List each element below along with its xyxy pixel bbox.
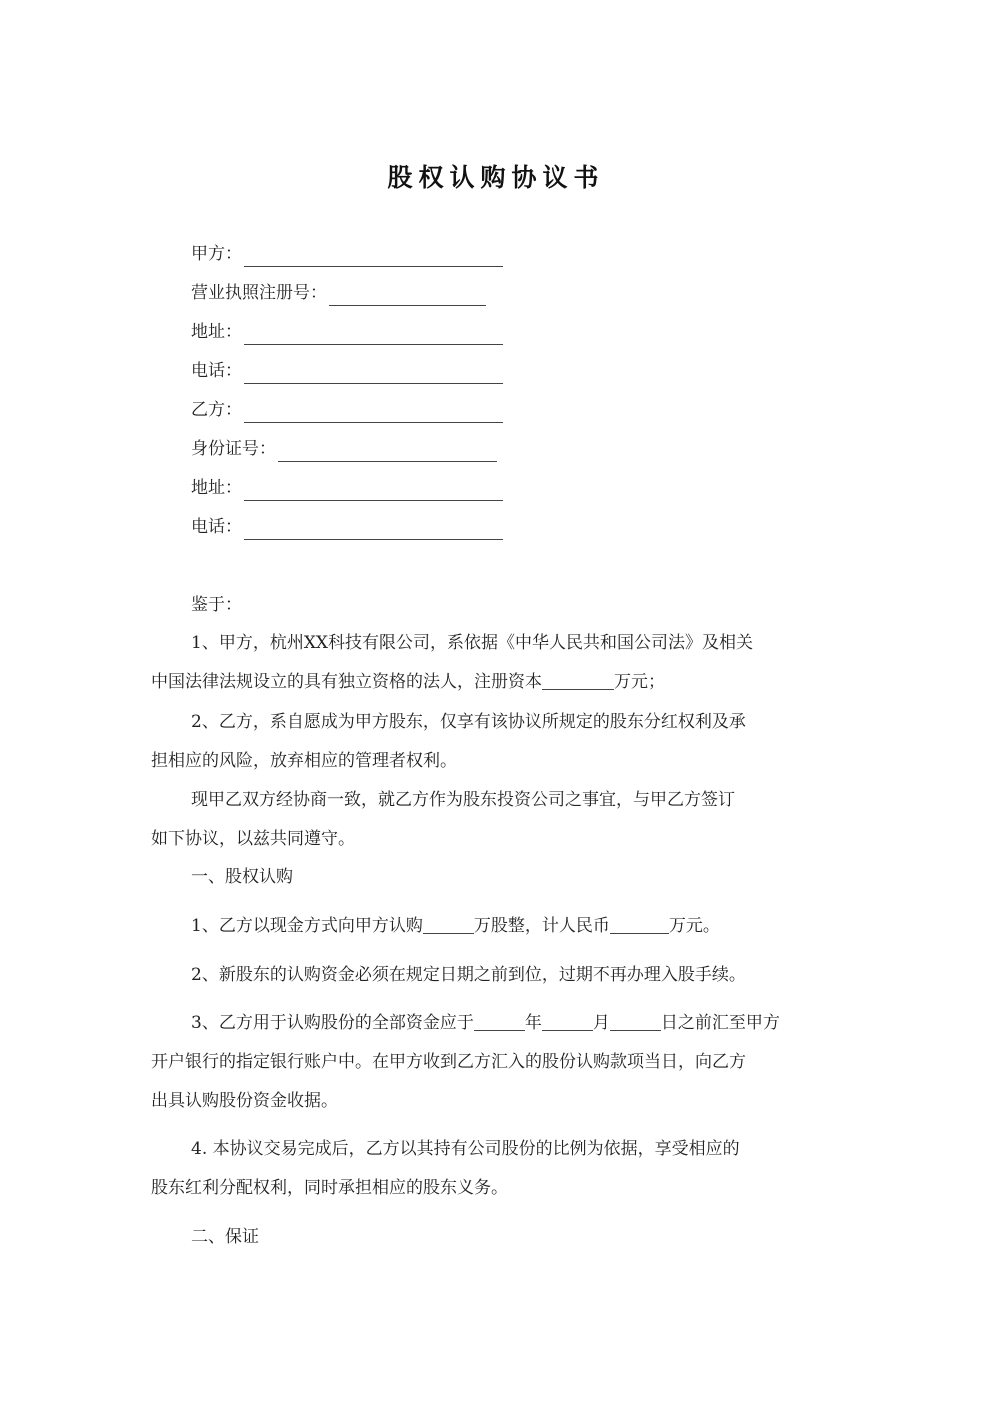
recital-2: [151, 709, 843, 774]
party-b-phone-input-line[interactable]: [244, 519, 503, 540]
recital-1-line-1: 1、甲方，杭州XX科技有限公司，系依据《中华人民共和国公司法》及相关: [191, 633, 754, 653]
clause-1-3-line-3: 出具认购股份资金收据。: [151, 1091, 338, 1111]
party-a-phone-input-line[interactable]: [244, 363, 503, 384]
clause-1-2-line: 2、新股东的认购资金必须在规定日期之前到位，过期不再办理入股手续。: [191, 965, 746, 985]
whereas-heading: [151, 592, 843, 618]
clause-1-3-line-1: [151, 1010, 843, 1036]
section-2-title: 二、保证: [191, 1227, 259, 1247]
party-a-address-field: [191, 319, 503, 345]
section-1-title: 一、股权认购: [191, 867, 293, 887]
day-blank[interactable]: [610, 1012, 661, 1031]
business-license-label: 营业执照注册号：: [191, 283, 327, 303]
party-b-label: 乙方：: [191, 400, 242, 420]
amount-blank[interactable]: [610, 915, 669, 934]
day-label: 日之前汇至甲方: [660, 1013, 780, 1033]
clause-1-1-text-c: 万元。: [668, 916, 720, 936]
recital-1-text-a: 中国法律法规设立的具有独立资格的法人，注册资本: [151, 672, 542, 692]
year-blank[interactable]: [474, 1012, 525, 1031]
recital-1: [151, 630, 843, 695]
id-number-label: 身份证号：: [191, 439, 276, 459]
clause-1-2: [151, 962, 843, 988]
registered-capital-blank[interactable]: [542, 671, 614, 690]
id-number-field: [191, 436, 497, 462]
id-number-input-line[interactable]: [278, 441, 497, 462]
party-b-phone-field: [191, 514, 503, 540]
party-a-field: [191, 241, 503, 267]
clause-1-1: [151, 913, 843, 939]
recital-3-line-2: 如下协议，以兹共同遵守。: [151, 829, 355, 849]
clause-1-3: [151, 1010, 843, 1114]
party-a-input-line[interactable]: [244, 246, 503, 267]
clause-1-4: [151, 1136, 843, 1201]
party-a-label: 甲方：: [191, 244, 242, 264]
recital-2-line-2: 担相应的风险，放弃相应的管理者权利。: [151, 751, 457, 771]
clause-1-1-text-a: 1、乙方以现金方式向甲方认购: [191, 916, 423, 936]
clause-1-3-line-2: 开户银行的指定银行账户中。在甲方收到乙方汇入的股份认购款项当日，向乙方: [151, 1052, 746, 1072]
section-2-heading: [151, 1224, 843, 1250]
party-b-field: [191, 397, 503, 423]
party-a-address-input-line[interactable]: [244, 324, 503, 345]
clause-1-4-line-2: 股东红利分配权利，同时承担相应的股东义务。: [151, 1178, 508, 1198]
clause-1-1-text-b: 万股整，计人民币: [473, 916, 610, 936]
section-1-heading: [151, 864, 843, 890]
party-b-address-field: [191, 475, 503, 501]
party-a-phone-field: [191, 358, 503, 384]
month-label: 月: [592, 1013, 610, 1033]
month-blank[interactable]: [542, 1012, 593, 1031]
recital-1-line-2: [151, 669, 843, 695]
business-license-input-line[interactable]: [329, 285, 486, 306]
document-title: 股权认购协议书: [387, 163, 605, 192]
party-b-address-label: 地址：: [191, 478, 242, 498]
clause-1-3-text-a: 3、乙方用于认购股份的全部资金应于: [191, 1013, 474, 1033]
party-b-input-line[interactable]: [244, 402, 503, 423]
party-a-address-label: 地址：: [191, 322, 242, 342]
business-license-field: [191, 280, 486, 306]
recital-2-line-1: 2、乙方，系自愿成为甲方股东，仅享有该协议所规定的股东分红权利及承: [191, 712, 746, 732]
party-a-phone-label: 电话：: [191, 361, 242, 381]
recital-3-line-1: 现甲乙双方经协商一致，就乙方作为股东投资公司之事宜，与甲乙方签订: [191, 790, 735, 810]
clause-1-4-line-1: 4. 本协议交易完成后，乙方以其持有公司股份的比例为依据，享受相应的: [191, 1139, 740, 1159]
whereas-text: 鉴于：: [191, 595, 242, 615]
recital-1-text-b: 万元；: [614, 672, 665, 692]
year-label: 年: [524, 1013, 542, 1033]
shares-blank[interactable]: [423, 915, 474, 934]
recital-3: [151, 787, 843, 852]
party-b-address-input-line[interactable]: [244, 480, 503, 501]
clause-1-1-line: [151, 913, 843, 939]
party-b-phone-label: 电话：: [191, 517, 242, 537]
